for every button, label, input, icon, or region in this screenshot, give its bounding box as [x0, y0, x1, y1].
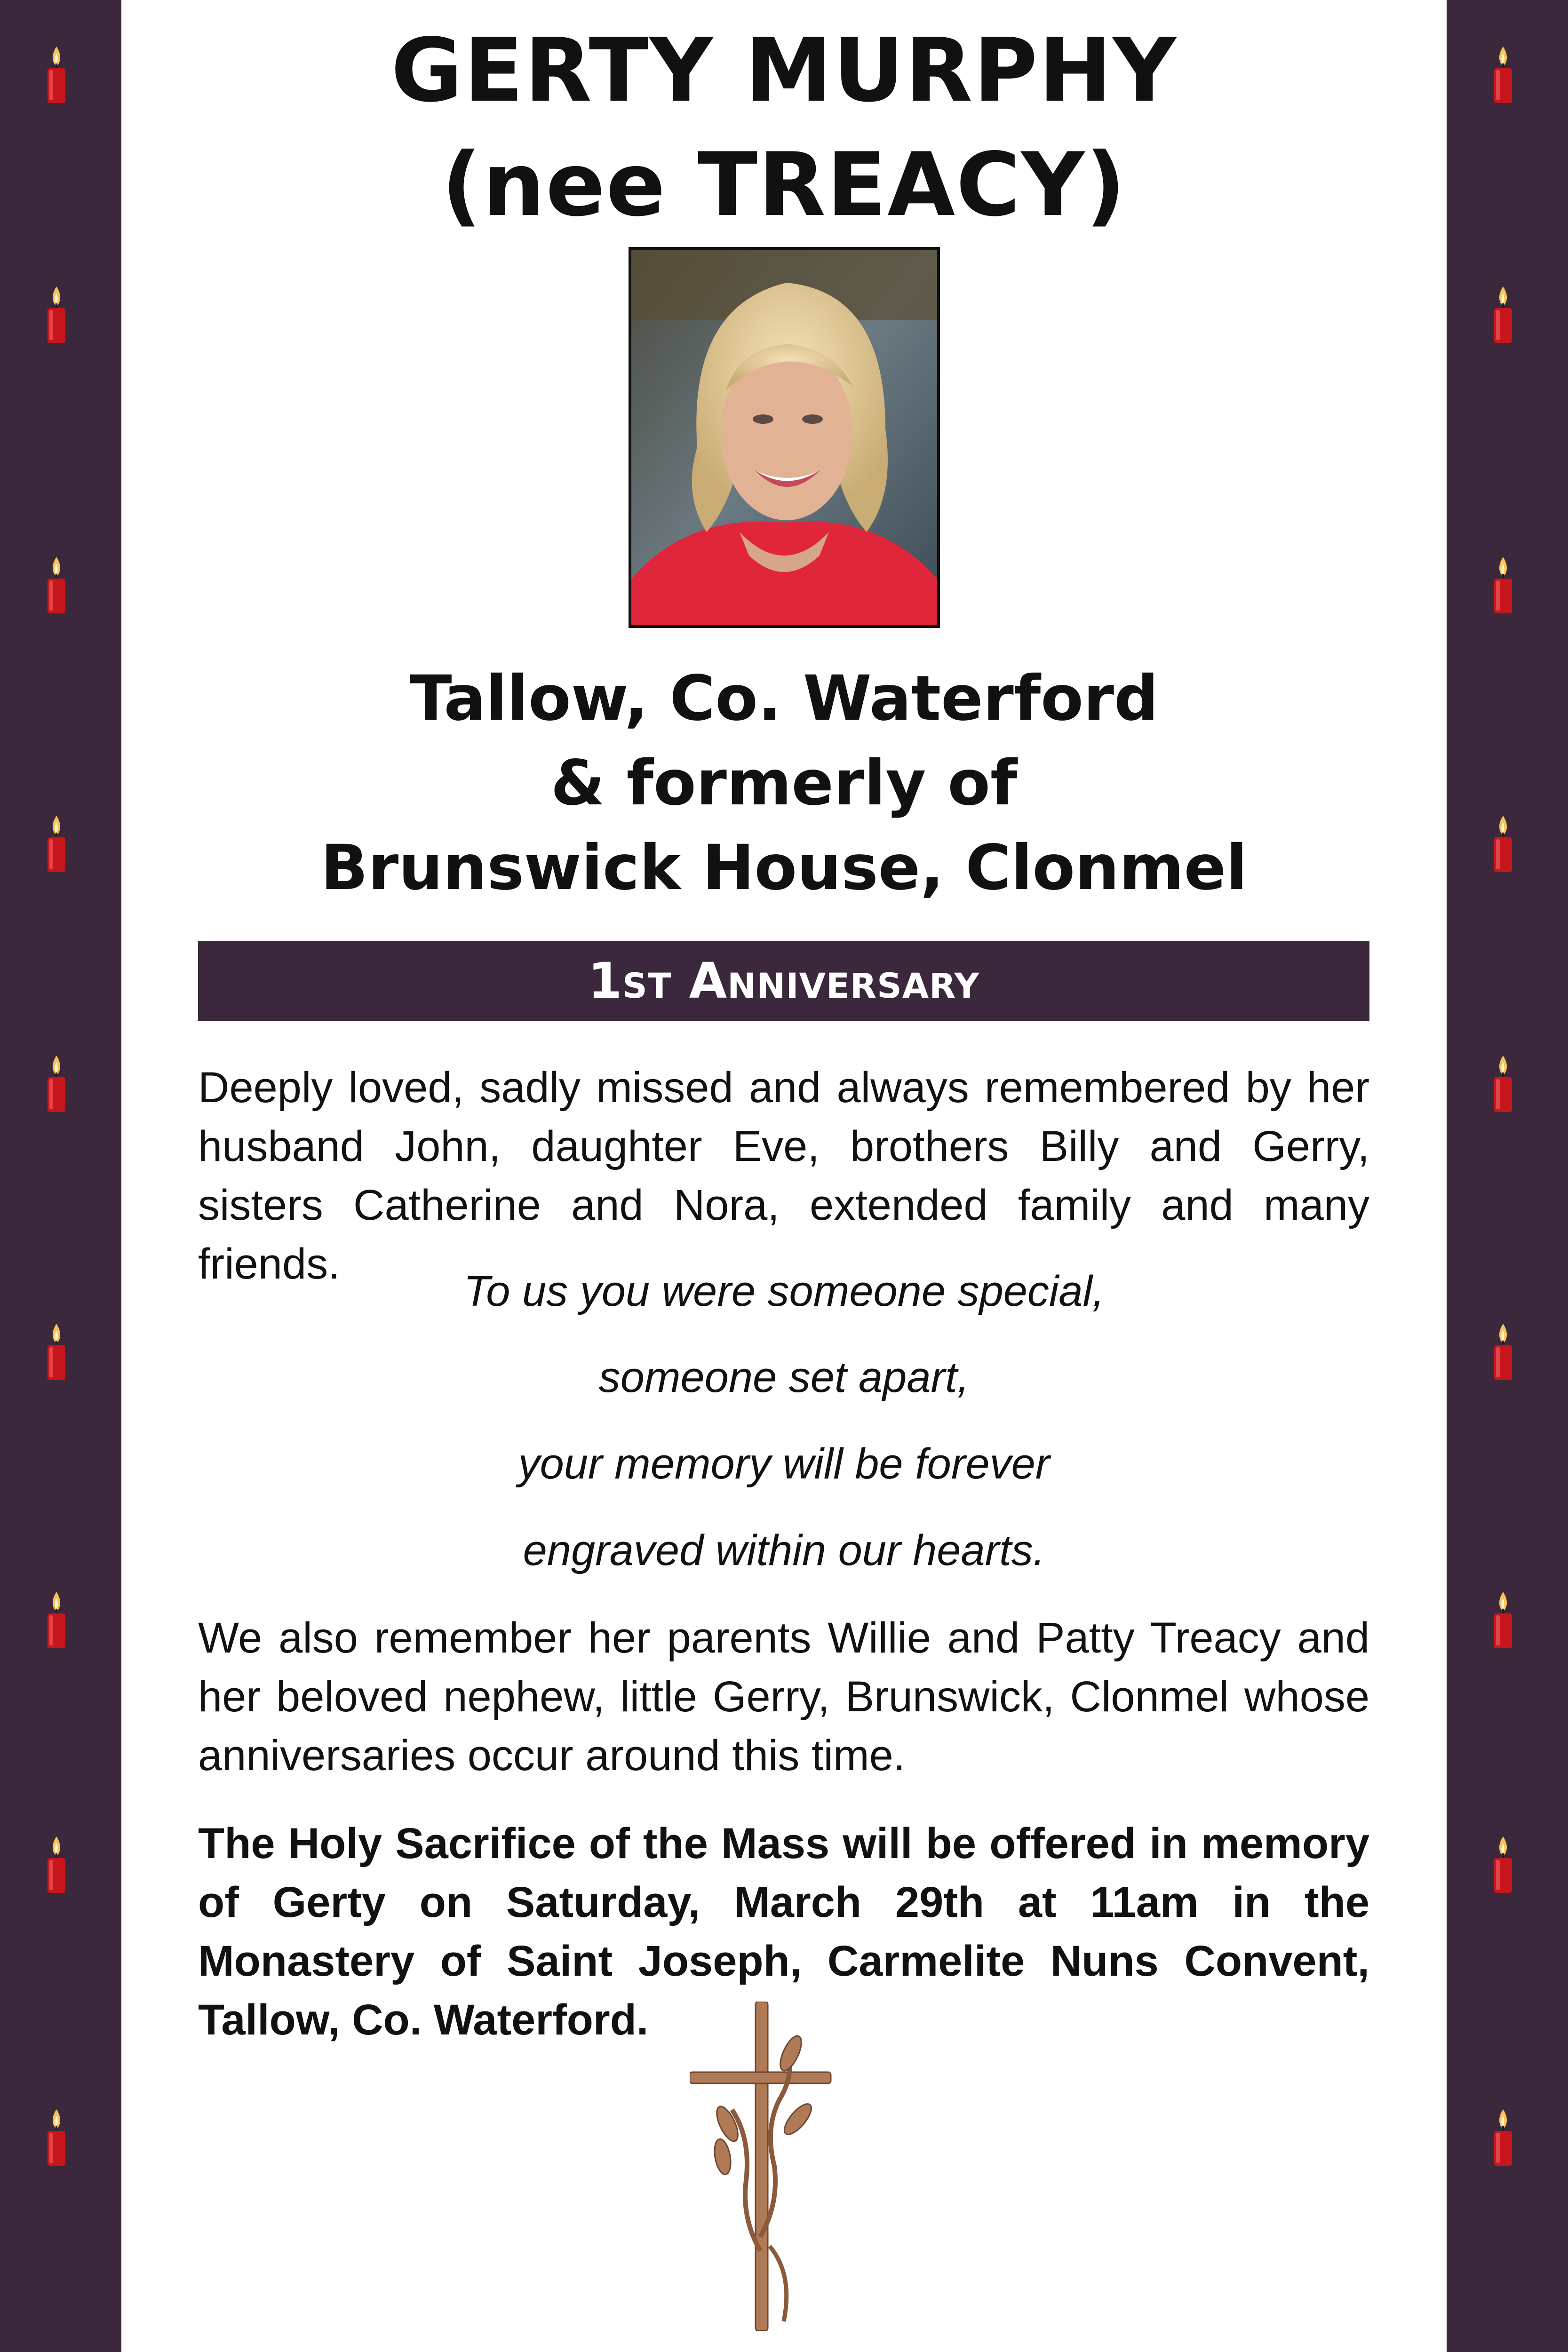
- location-line-2: & formerly of: [550, 747, 1018, 819]
- candle-icon: [40, 814, 73, 875]
- candle-icon: [40, 1322, 73, 1383]
- candle-icon: [40, 2107, 73, 2169]
- verse-line: engraved within our hearts.: [523, 1526, 1045, 1574]
- verse-line: To us you were someone special,: [463, 1267, 1105, 1315]
- candle-icon: [1487, 814, 1520, 875]
- candle-icon: [1487, 1590, 1520, 1651]
- right-border: [1447, 0, 1568, 2352]
- candle-icon: [40, 1835, 73, 1896]
- anniversary-banner: 1st Anniversary: [198, 941, 1369, 1021]
- candle-icon: [1487, 285, 1520, 346]
- notice-panel: [121, 0, 1447, 2352]
- candle-icon: [40, 285, 73, 346]
- verse-line: your memory will be forever: [518, 1440, 1050, 1488]
- mass-paragraph: The Holy Sacrifice of the Mass will be offered in memory of Gerty on Saturday, March 29th at 11am in the Monastery of Saint Joseph, Carmelite Nuns Convent, Tallow, Co. Waterford.: [198, 1820, 1369, 2044]
- family-paragraph: Deeply loved, sadly missed and always remembered by her husband John, daughter Eve, brothers Billy and Gerry, sisters Catherine and Nora, extended family and many friends.: [198, 1064, 1369, 1288]
- candle-icon: [1487, 1054, 1520, 1115]
- maiden-name-title: (nee TREACY): [441, 134, 1127, 236]
- verse-line: someone set apart,: [598, 1353, 970, 1401]
- cross-with-wheat-icon: [690, 2002, 836, 2331]
- candle-icon: [1487, 45, 1520, 106]
- candle-icon: [40, 555, 73, 616]
- location-block: [121, 656, 1447, 910]
- candle-icon: [40, 1054, 73, 1115]
- location-line-1: Tallow, Co. Waterford: [409, 662, 1159, 735]
- location-line-3: Brunswick House, Clonmel: [320, 832, 1248, 904]
- candle-icon: [1487, 555, 1520, 616]
- candle-icon: [40, 1590, 73, 1651]
- candle-icon: [1487, 1835, 1520, 1896]
- left-border: [0, 0, 121, 2352]
- candle-icon: [1487, 2107, 1520, 2169]
- candle-icon: [40, 45, 73, 106]
- portrait-photo: [629, 247, 940, 628]
- remembrance-paragraph: We also remember her parents Willie and Patty Treacy and her beloved nephew, little Gerry, Brunswick, Clonmel whose anniversaries occur around this time.: [198, 1614, 1369, 1780]
- name-title: GERTY MURPHY: [391, 19, 1177, 121]
- candle-icon: [1487, 1322, 1520, 1383]
